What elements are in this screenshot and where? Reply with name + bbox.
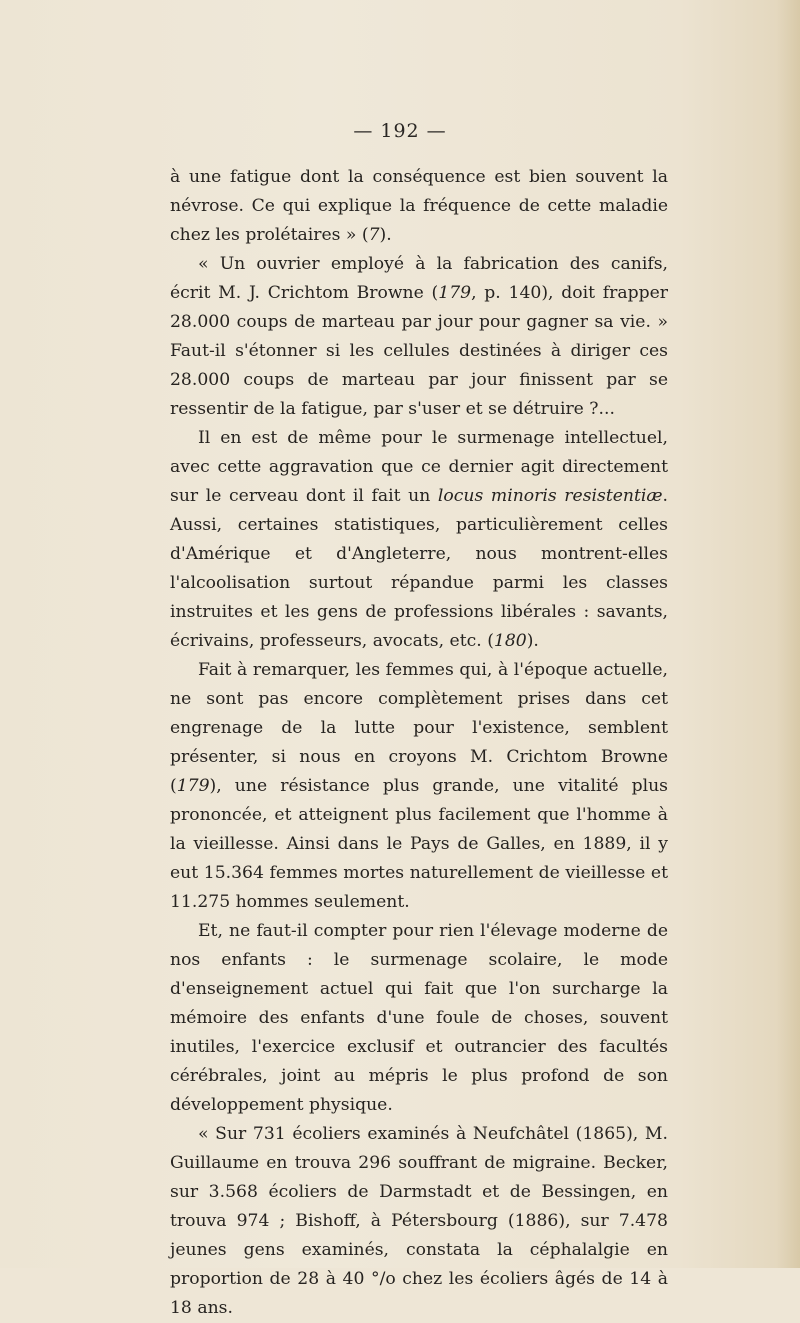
text-segment: Il en est de même pour le surmenage intellectuel, avec cette aggravation que ce dernier agit directement sur le cerveau dont il fait un — [170, 428, 668, 506]
text-segment: ). — [379, 225, 392, 245]
paragraph-5 — [170, 917, 668, 1120]
citation-reference: 180 — [493, 631, 527, 651]
text-segment: , p. 140), doit frapper 28.000 coups de marteau par jour pour gagner sa vie. » Faut-il s'étonner si les cellules destinées à diriger ces 28.000 coups de marteau par jour finissent par se ressentir de la fatigue, par s'user et se détruire ?... — [170, 283, 668, 419]
citation-reference: 7 — [368, 225, 380, 245]
paragraph-6 — [170, 1120, 668, 1323]
page-number: — 192 — — [353, 120, 447, 142]
citation-reference: 179 — [176, 776, 210, 796]
text-segment: ), une résistance plus grande, une vitalité plus prononcée, et atteignent plus facilement que l'homme à la vieillesse. Ainsi dans le Pays de Galles, en 1889, il y eut 15.364 femmes mortes naturellement de vieillesse et 11.275 hommes seulement. — [170, 776, 668, 912]
paragraph-2 — [170, 250, 668, 424]
text-segment: « Un ouvrier employé à la fabrication des canifs, écrit M. J. Crichtom Browne ( — [170, 254, 668, 303]
paragraph-4 — [170, 656, 668, 917]
latin-phrase: locus minoris resistentiæ — [437, 486, 663, 506]
text-segment: « Sur 731 écoliers examinés à Neufchâtel (1865), M. Guillaume en trouva 296 souffrant de migraine. Becker, sur 3.568 écoliers de Darmstadt et de Bessingen, en trouva 974 ; Bishoff, à Pétersbourg (1886), sur 7.478 jeunes gens examinés, constata la céphalalgie en proportion de 28 à 40 °/o chez les écoliers âgés de 14 à 18 ans. — [170, 1124, 668, 1318]
text-segment: Et, ne faut-il compter pour rien l'élevage moderne de nos enfants : le surmenage scolaire, le mode d'enseignement actuel qui fait que l'on surcharge la mémoire des enfants d'une foule de choses, souvent inutiles, l'exercice exclusif et outrancier des facultés cérébrales, joint au mépris le plus profond de son développement physique. — [170, 921, 668, 1115]
text-segment: ). — [526, 631, 539, 651]
body-text — [170, 163, 668, 1323]
text-segment: . Aussi, certaines statistiques, particulièrement celles d'Amérique et d'Angleterre, nous montrent-elles l'alcoolisation surtout répandue parmi les classes instruites et les gens de professions libérales : savants, écrivains, professeurs, avocats, etc. ( — [170, 486, 669, 651]
text-segment: Fait à remarquer, les femmes qui, à l'époque actuelle, ne sont pas encore complètement prises dans cet engrenage de la lutte pour l'existence, semblent présenter, si nous en croyons M. Crichtom Browne ( — [170, 660, 668, 796]
citation-reference: 179 — [438, 283, 472, 303]
paragraph-3 — [170, 424, 668, 656]
paragraph-1 — [170, 163, 668, 250]
text-segment: à une fatigue dont la conséquence est bien souvent la névrose. Ce qui explique la fréquence de cette maladie chez les prolétaires » ( — [170, 167, 668, 245]
